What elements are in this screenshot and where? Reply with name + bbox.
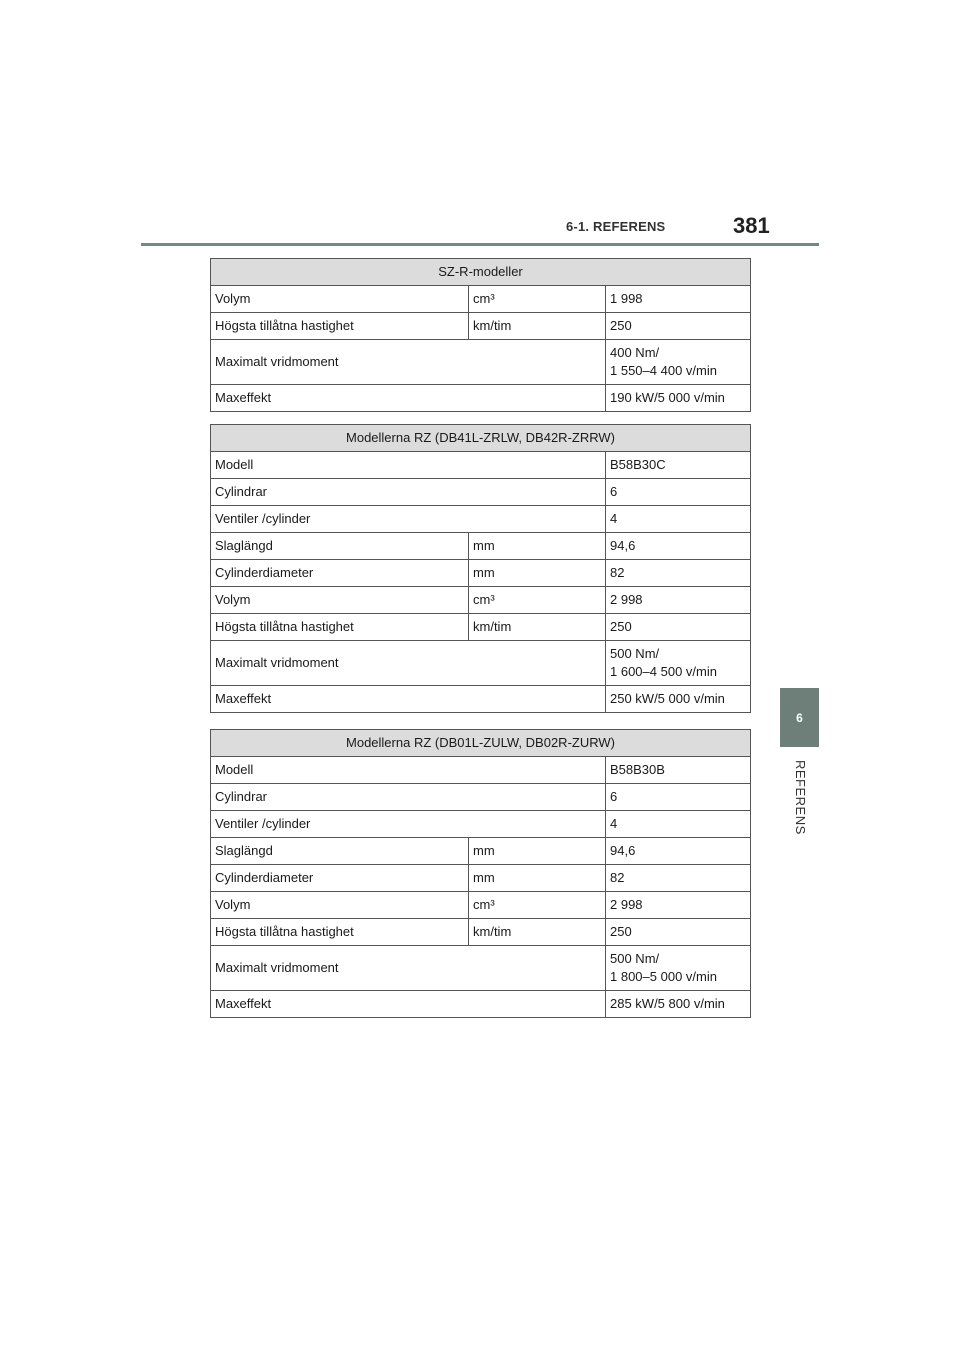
row-value: 6: [606, 479, 751, 506]
table-title: Modellerna RZ (DB01L-ZULW, DB02R-ZURW): [211, 730, 751, 757]
chapter-label: REFERENS: [793, 760, 808, 835]
row-unit: mm: [469, 560, 606, 587]
row-value: [606, 340, 751, 385]
table-row: [211, 614, 751, 641]
row-unit: mm: [469, 865, 606, 892]
table-row: [211, 313, 751, 340]
table-row: [211, 385, 751, 412]
chapter-tab: 6: [780, 688, 819, 747]
row-label: Maxeffekt: [211, 686, 606, 713]
page-number: 381: [733, 213, 770, 238]
row-unit: km/tim: [469, 614, 606, 641]
row-value: [606, 641, 751, 686]
table-row: [211, 892, 751, 919]
row-value: 4: [606, 506, 751, 533]
row-value: 250: [606, 614, 751, 641]
row-label: Maxeffekt: [211, 991, 606, 1018]
row-label: Slaglängd: [211, 533, 469, 560]
spec-table-rz-db4x: [210, 424, 751, 713]
row-unit: mm: [469, 533, 606, 560]
row-value: 250: [606, 313, 751, 340]
row-value: [606, 946, 751, 991]
row-label: Ventiler /cylinder: [211, 506, 606, 533]
row-value: 2 998: [606, 892, 751, 919]
row-unit: cm³: [469, 892, 606, 919]
row-label: Maximalt vridmoment: [211, 340, 606, 385]
row-label: Högsta tillåtna hastighet: [211, 313, 469, 340]
row-value: 250: [606, 919, 751, 946]
row-unit: cm³: [469, 286, 606, 313]
spec-table-rz-db0x: [210, 729, 751, 1018]
row-label: Cylindrar: [211, 784, 606, 811]
row-value: 2 998: [606, 587, 751, 614]
row-value: B58B30B: [606, 757, 751, 784]
row-value: 285 kW/5 800 v/min: [606, 991, 751, 1018]
header-rule: [141, 243, 819, 246]
table-row: [211, 506, 751, 533]
table-row: [211, 811, 751, 838]
table-header-row: [211, 425, 751, 452]
row-label: Maximalt vridmoment: [211, 946, 606, 991]
table-row: [211, 757, 751, 784]
row-value-line: 1 800–5 000 v/min: [610, 969, 717, 984]
table-title: SZ-R-modeller: [211, 259, 751, 286]
row-label: Slaglängd: [211, 838, 469, 865]
row-label: Cylinderdiameter: [211, 560, 469, 587]
row-value: 4: [606, 811, 751, 838]
row-label: Cylindrar: [211, 479, 606, 506]
row-label: Volym: [211, 892, 469, 919]
row-label: Ventiler /cylinder: [211, 811, 606, 838]
row-unit: km/tim: [469, 919, 606, 946]
row-label: Volym: [211, 587, 469, 614]
row-value: 94,6: [606, 838, 751, 865]
row-value: 6: [606, 784, 751, 811]
row-value: 190 kW/5 000 v/min: [606, 385, 751, 412]
row-label: Modell: [211, 452, 606, 479]
row-unit: mm: [469, 838, 606, 865]
row-value-line: 500 Nm/: [610, 951, 660, 966]
table-row: [211, 865, 751, 892]
row-value-line: 1 550–4 400 v/min: [610, 363, 717, 378]
row-value-line: 500 Nm/: [610, 646, 660, 661]
row-value-line: 1 600–4 500 v/min: [610, 664, 717, 679]
table-title: Modellerna RZ (DB41L-ZRLW, DB42R-ZRRW): [211, 425, 751, 452]
table-row: [211, 784, 751, 811]
row-label: Maximalt vridmoment: [211, 641, 606, 686]
row-label: Volym: [211, 286, 469, 313]
row-value: 1 998: [606, 286, 751, 313]
table-header-row: [211, 730, 751, 757]
table-row: [211, 838, 751, 865]
row-value: 82: [606, 865, 751, 892]
table-row: [211, 452, 751, 479]
row-label: Cylinderdiameter: [211, 865, 469, 892]
row-label: Högsta tillåtna hastighet: [211, 614, 469, 641]
row-label: Maxeffekt: [211, 385, 606, 412]
table-row: [211, 946, 751, 991]
row-value: 82: [606, 560, 751, 587]
table-row: [211, 533, 751, 560]
table-row: [211, 919, 751, 946]
header-section-title: 6-1. REFERENS: [566, 219, 666, 234]
table-row: [211, 686, 751, 713]
table-header-row: [211, 259, 751, 286]
table-row: [211, 560, 751, 587]
table-row: [211, 479, 751, 506]
row-unit: km/tim: [469, 313, 606, 340]
row-label: Modell: [211, 757, 606, 784]
table-row: [211, 991, 751, 1018]
row-value: 94,6: [606, 533, 751, 560]
row-label: Högsta tillåtna hastighet: [211, 919, 469, 946]
row-unit: cm³: [469, 587, 606, 614]
table-row: [211, 340, 751, 385]
row-value: 250 kW/5 000 v/min: [606, 686, 751, 713]
spec-table-szr: [210, 258, 751, 412]
row-value-line: 400 Nm/: [610, 345, 660, 360]
table-row: [211, 587, 751, 614]
table-row: [211, 641, 751, 686]
row-value: B58B30C: [606, 452, 751, 479]
table-row: [211, 286, 751, 313]
